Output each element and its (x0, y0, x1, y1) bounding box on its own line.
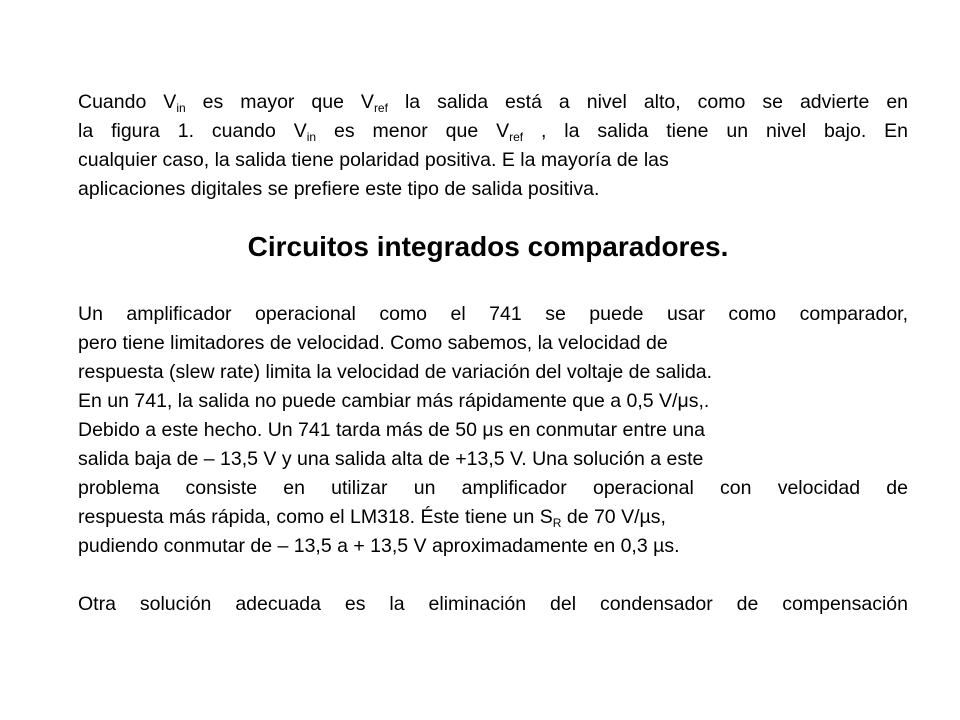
paragraph-comparator-output (78, 88, 908, 204)
text-line: aplicaciones digitales se prefiere este tipo de salida positiva. (78, 178, 600, 200)
document-page (78, 88, 908, 619)
text-line: Debido a este hecho. Un 741 tarda más de 50 μs en conmutar entre una (78, 419, 705, 441)
text-line: la figura 1. cuando $V_{in}$ es menor que $V_{ref}$ , la salida tiene un nivel bajo. En (78, 120, 908, 144)
text-line: Cuando $V_{in}$ es mayor que $V_{ref}$ la salida está a nivel alto, como se advierte en (78, 91, 909, 115)
text-line: pero tiene limitadores de velocidad. Como sabemos, la velocidad de (78, 332, 668, 354)
text-line: pudiendo conmutar de – 13,5 a + 13,5 V aproximadamente en 0,3 µs. (78, 535, 680, 557)
text-line: Un amplificador operacional como el 741 se puede usar como comparador, (78, 303, 908, 325)
text-line: cualquier caso, la salida tiene polaridad positiva. E la mayoría de las (78, 149, 669, 171)
text-line: problema consiste en utilizar un amplificador operacional con velocidad de (78, 477, 908, 499)
text-line: Otra solución adecuada es la eliminación del condensador de compensación (78, 593, 908, 615)
paragraph-slew-rate (78, 300, 908, 561)
text-line: salida baja de – 13,5 V y una salida alta de +13,5 V. Una solución a este (78, 448, 704, 470)
paragraph-compensation (78, 590, 908, 619)
text-line: respuesta (slew rate) limita la velocidad de variación del voltaje de salida. (78, 361, 713, 383)
text-line: En un 741, la salida no puede cambiar más rápidamente que a 0,5 V/μs,. (78, 390, 710, 412)
section-heading: Circuitos integrados comparadores. (247, 231, 729, 262)
text-line: respuesta más rápida, como el LM318. Éste tiene un $S_R$ de 70 V/µs, (78, 506, 666, 530)
